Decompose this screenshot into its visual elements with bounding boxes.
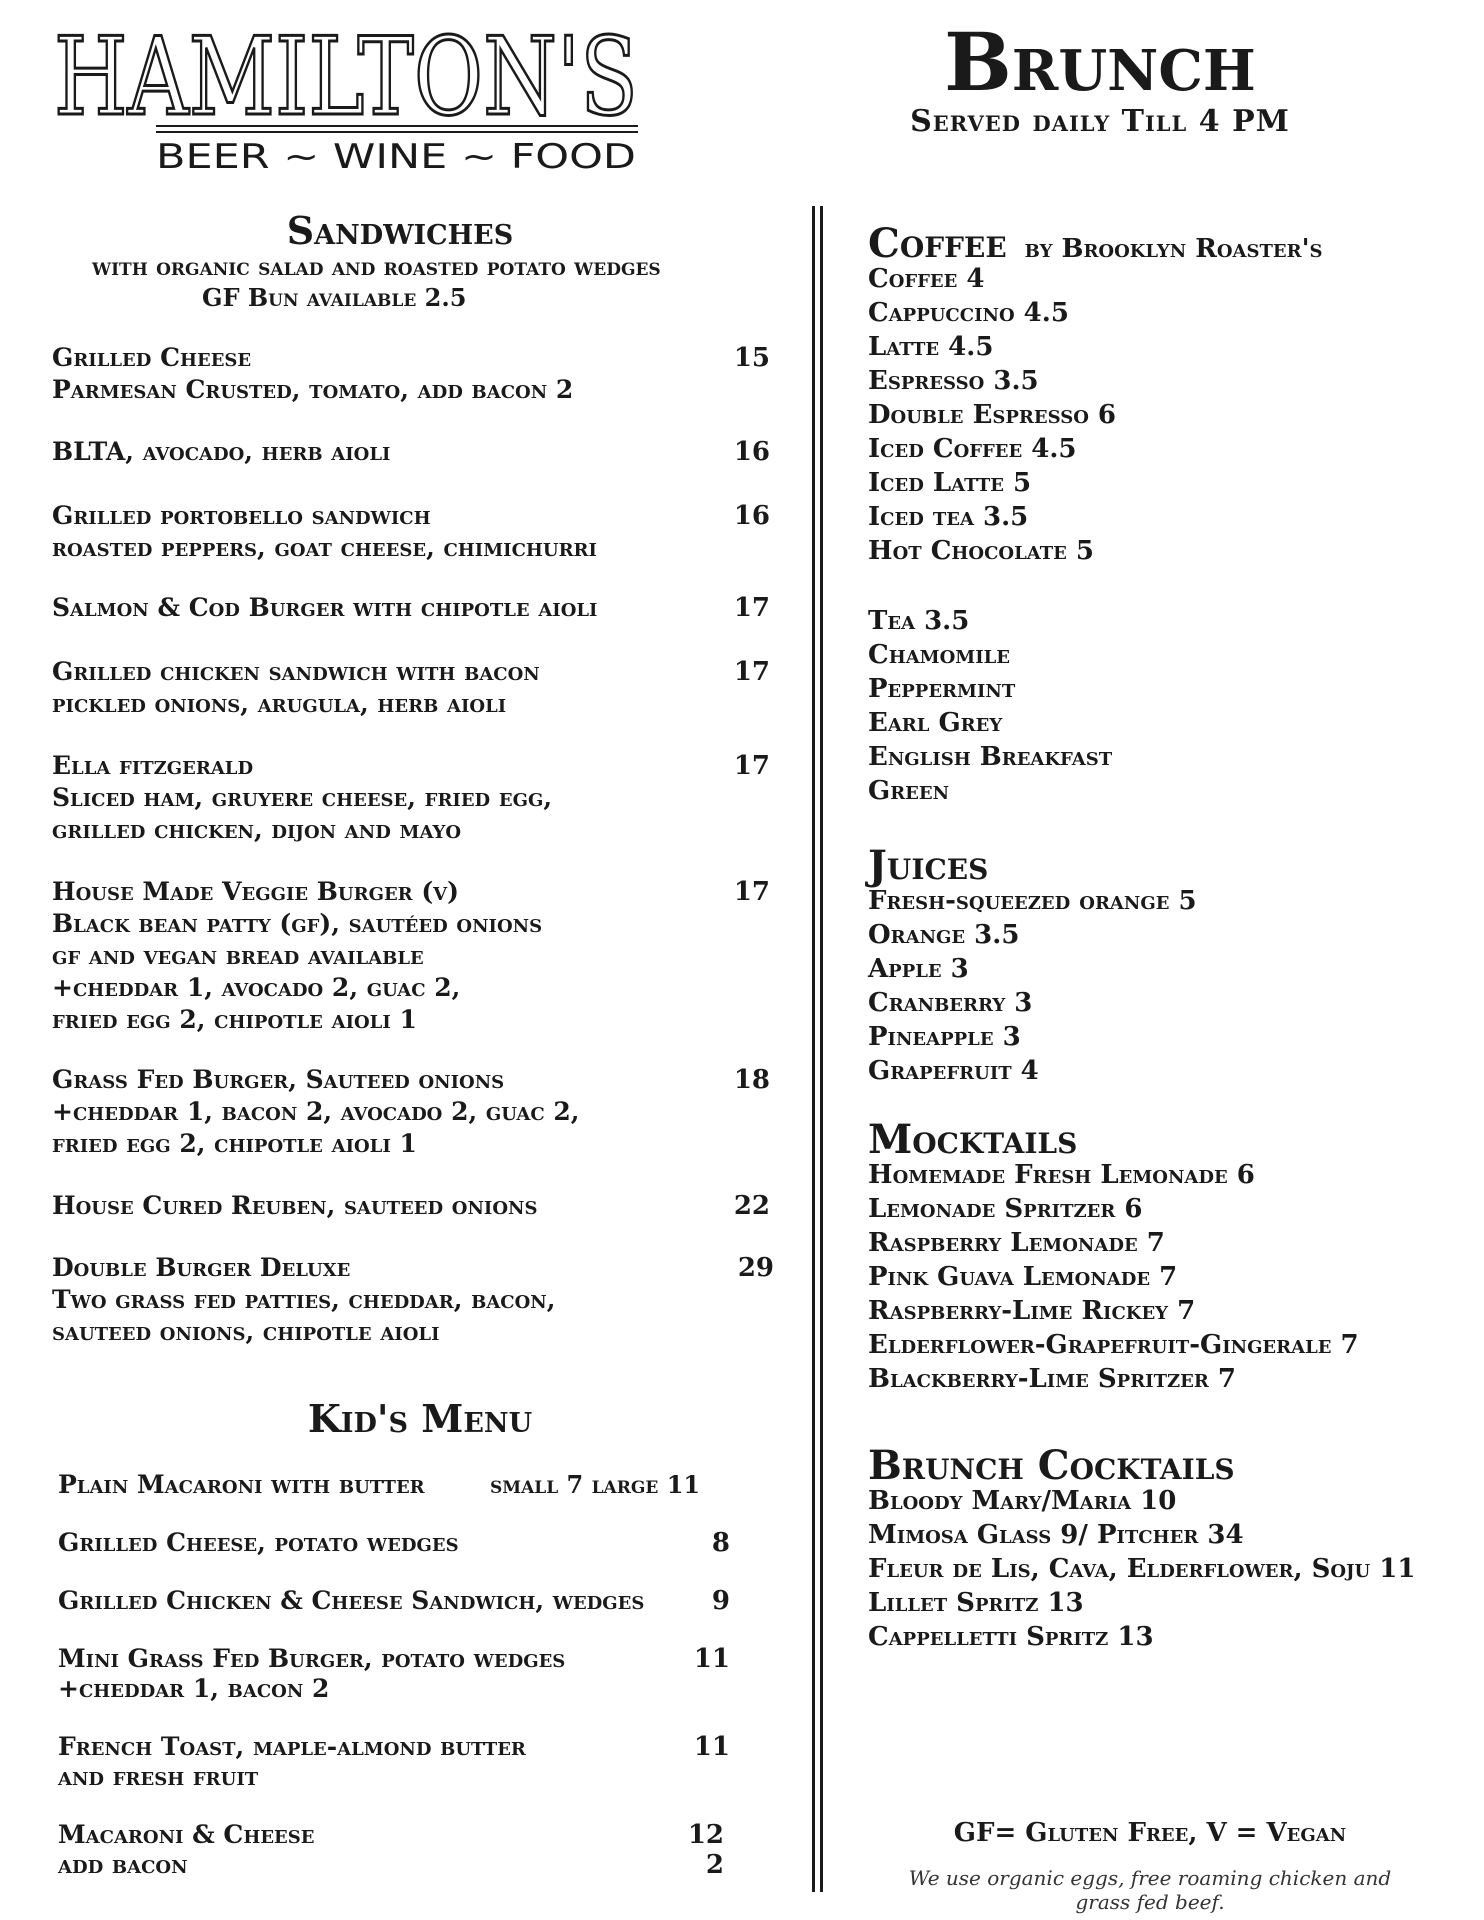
drink-item: Pink Guava Lemonade 7	[868, 1262, 1178, 1292]
mocktails-title: Mocktails	[868, 1116, 1078, 1163]
brunch-cocktails-title: Brunch Cocktails	[868, 1442, 1235, 1489]
item-name: BLTA, avocado, herb aioli	[52, 437, 391, 466]
item-description: sauteed onions, chipotle aioli	[52, 1317, 440, 1346]
drink-item: Green	[868, 776, 950, 806]
item-price: 17	[733, 751, 770, 781]
drink-item: Hot Chocolate 5	[868, 536, 1094, 566]
item-name: Grilled Chicken & Cheese Sandwich, wedges	[58, 1586, 645, 1615]
item-price: 15	[733, 343, 770, 373]
kids-menu-item	[58, 1732, 738, 1792]
drink-item: Cappuccino 4.5	[868, 298, 1069, 328]
drink-item: Latte 4.5	[868, 332, 994, 362]
juices-title: Juices	[868, 842, 989, 889]
item-description: fried egg 2, chipotle aioli 1	[52, 1005, 417, 1034]
item-description: +cheddar 1, bacon 2	[58, 1674, 330, 1703]
item-description: add bacon	[58, 1850, 188, 1879]
drink-item: Iced Coffee 4.5	[868, 434, 1077, 464]
menu-item	[52, 1190, 772, 1222]
item-name: House Cured Reuben, sauteed onions	[52, 1191, 538, 1220]
menu-item	[52, 436, 772, 468]
item-price: 11	[693, 1644, 730, 1674]
drink-item: Bloody Mary/Maria 10	[868, 1486, 1177, 1516]
item-description: fried egg 2, chipotle aioli 1	[52, 1129, 417, 1158]
item-name: Grilled Cheese	[52, 343, 252, 372]
kids-menu-item	[58, 1470, 738, 1500]
item-name: French Toast, maple-almond butter	[58, 1732, 526, 1761]
item-description: Parmesan Crusted, tomato, add bacon 2	[52, 375, 574, 404]
drink-item: English Breakfast	[868, 742, 1113, 772]
item-name: Grilled Cheese, potato wedges	[58, 1528, 459, 1557]
juices-list	[868, 884, 1197, 1088]
item-price: 17	[733, 657, 770, 687]
gf-bun-note: GF Bun available 2.5	[202, 283, 467, 312]
item-description: gf and vegan bread available	[52, 941, 424, 970]
item-price: 17	[733, 877, 770, 907]
drink-item: Mimosa Glass 9/ Pitcher 34	[868, 1520, 1244, 1550]
sandwiches-title: Sandwiches	[286, 208, 514, 253]
drink-item: Coffee 4	[868, 264, 985, 294]
item-description: roasted peppers, goat cheese, chimichurri	[52, 533, 597, 562]
drink-item: Apple 3	[868, 954, 969, 984]
item-description: Sliced ham, gruyere cheese, fried egg,	[52, 783, 553, 812]
item-description: and fresh fruit	[58, 1762, 259, 1791]
drink-item: Iced tea 3.5	[868, 502, 1029, 532]
kids-menu-title: Kid's Menu	[307, 1396, 533, 1441]
item-price: 8	[711, 1528, 730, 1558]
item-name: Mini Grass Fed Burger, potato wedges	[58, 1644, 566, 1673]
drink-item: Raspberry Lemonade 7	[868, 1228, 1165, 1258]
menu-item	[52, 1064, 772, 1160]
drink-item: Peppermint	[868, 674, 1016, 704]
drink-item: Chamomile	[868, 640, 1010, 670]
item-price: small 7 large 11	[490, 1470, 701, 1499]
drink-item: Fresh-squeezed orange 5	[868, 886, 1197, 916]
item-price: 16	[733, 437, 770, 467]
drink-item: Pineapple 3	[868, 1022, 1021, 1052]
menu-item	[52, 342, 772, 406]
page-subtitle: Served daily Till 4 PM	[910, 104, 1290, 139]
drink-item: Elderflower-Grapefruit-Gingerale 7	[868, 1330, 1359, 1360]
menu-item	[52, 876, 772, 1036]
kids-menu-item	[58, 1528, 738, 1558]
item-name: Grilled chicken sandwich with bacon	[52, 657, 540, 686]
kids-menu-item	[58, 1644, 738, 1704]
item-price: 18	[733, 1065, 770, 1095]
kids-menu-item	[58, 1820, 738, 1880]
drink-item: Raspberry-Lime Rickey 7	[868, 1296, 1196, 1326]
drink-item: Lillet Spritz 13	[868, 1588, 1084, 1618]
logo-wordmark: HAMILTON'S	[54, 15, 638, 140]
item-price: 16	[733, 501, 770, 531]
item-price: 9	[711, 1586, 730, 1616]
item-price: 22	[733, 1191, 770, 1221]
item-description: Black bean patty (gf), sautéed onions	[52, 909, 543, 938]
coffee-roaster: by Brooklyn Roaster's	[1024, 234, 1323, 264]
item-name: House Made Veggie Burger (v)	[52, 877, 459, 906]
drink-item: Earl Grey	[868, 708, 1003, 738]
drink-item: Homemade Fresh Lemonade 6	[868, 1160, 1255, 1190]
menu-item	[52, 750, 772, 846]
column-divider	[820, 206, 823, 1892]
drink-item: Cranberry 3	[868, 988, 1033, 1018]
item-name: Ella fitzgerald	[52, 751, 254, 780]
column-divider	[812, 206, 815, 1892]
drink-item: Iced Latte 5	[868, 468, 1032, 498]
cocktails-list	[868, 1484, 1416, 1654]
kids-menu-item	[58, 1586, 738, 1616]
drink-item: Tea 3.5	[868, 606, 970, 636]
item-name: Macaroni & Cheese	[58, 1820, 315, 1849]
item-name: Grilled portobello sandwich	[52, 501, 431, 530]
item-description: Two grass fed patties, cheddar, bacon,	[52, 1285, 556, 1314]
item-name: Double Burger Deluxe	[52, 1253, 351, 1282]
drink-item: Grapefruit 4	[868, 1056, 1039, 1086]
drink-item: Cappelletti Spritz 13	[868, 1622, 1154, 1652]
drink-item: Double Espresso 6	[868, 400, 1117, 430]
drink-item: Blackberry-Lime Spritzer 7	[868, 1364, 1236, 1394]
menu-item	[52, 656, 772, 720]
dietary-legend: GF= Gluten Free, V = Vegan	[953, 1818, 1347, 1848]
item-name: Grass Fed Burger, Sauteed onions	[52, 1065, 505, 1094]
item-price-addon: 2	[705, 1850, 724, 1880]
coffee-heading	[868, 220, 1323, 267]
sourcing-note: We use organic eggs, free roaming chicken and grass fed beef.	[908, 1866, 1392, 1914]
item-description: +cheddar 1, bacon 2, avocado 2, guac 2,	[52, 1097, 580, 1126]
drink-item: Orange 3.5	[868, 920, 1020, 950]
item-description: grilled chicken, dijon and mayo	[52, 815, 462, 844]
item-name: Salmon & Cod Burger with chipotle aioli	[52, 593, 598, 622]
item-name: Plain Macaroni with butter	[58, 1470, 425, 1499]
coffee-title: Coffee	[868, 220, 1007, 267]
drink-item: Espresso 3.5	[868, 366, 1039, 396]
tea-list	[868, 604, 1112, 808]
menu-item	[52, 1252, 772, 1348]
sandwiches-subtitle: with organic salad and roasted potato wedges	[92, 252, 661, 281]
menu-item	[52, 500, 772, 564]
logo-tagline: BEER ~ WINE ~ FOOD	[156, 137, 636, 177]
item-description: pickled onions, arugula, herb aioli	[52, 689, 507, 718]
item-price: 29	[737, 1253, 774, 1283]
item-description: +cheddar 1, avocado 2, guac 2,	[52, 973, 461, 1002]
menu-item	[52, 592, 772, 624]
drink-item: Fleur de Lis, Cava, Elderflower, Soju 11	[868, 1554, 1416, 1584]
item-price: 11	[693, 1732, 730, 1762]
page-title: Brunch	[944, 15, 1256, 109]
mocktails-list	[868, 1158, 1359, 1396]
item-price: 17	[733, 593, 770, 623]
coffee-list	[868, 262, 1116, 568]
item-price: 12	[687, 1820, 724, 1850]
drink-item: Lemonade Spritzer 6	[868, 1194, 1143, 1224]
hamiltons-logo	[48, 14, 648, 177]
